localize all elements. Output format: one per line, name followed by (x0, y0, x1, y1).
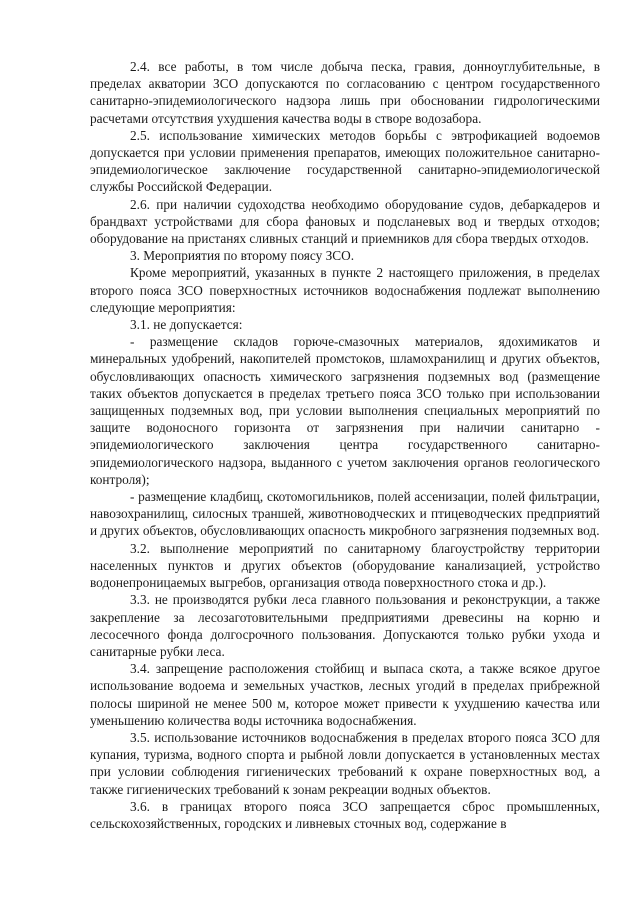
list-item-microbial: - размещение кладбищ, скотомогильников, полей ассенизации, полей фильтрации, навозохранилищ, силосных траншей, животноводческих и птицеводческих предприятий и других объектов, обусловливающих опасность микробного загрязнения подземных вод. (90, 489, 600, 539)
paragraph-2-5: 2.5. использование химических методов борьбы с эвтрофикацией водоемов допускается при условии применения препаратов, имеющих положительное санитарно-эпидемиологическое заключение государственной санитарно-эпидемиологической службы Российской Федерации. (90, 127, 600, 195)
paragraph-3-2: 3.2. выполнение мероприятий по санитарному благоустройству территории населенных пунктов и других объектов (оборудование канализацией, устройство водонепроницаемых выгребов, организация отвода поверхностного стока и др.). (90, 540, 600, 591)
paragraph-2-6: 2.6. при наличии судоходства необходимо оборудование судов, дебаркадеров и брандвахт устройствами для сбора фановых и подсланевых вод и твердых отходов; оборудование на пристанях сливных станций и приемников для сбора твердых отходов. (90, 196, 600, 247)
paragraph-3-4: 3.4. запрещение расположения стойбищ и выпаса скота, а также всякое другое использование водоема и земельных участков, лесных угодий в пределах прибрежной полосы шириной не менее 500 м, которое может привести к ухудшению качества или уменьшению количества воды источника водоснабжения. (90, 661, 600, 728)
paragraph-3-5: 3.5. использование источников водоснабжения в пределах второго пояса ЗСО для купания, туризма, водного спорта и рыбной ловли допускается в установленных местах при условии соблюдения гигиенических требований к охране поверхностных вод, а также гигиенических требований к зонам рекреации водных объектов. (90, 729, 600, 797)
paragraph-2-4: 2.4. все работы, в том числе добыча песка, гравия, донноуглубительные, в пределах акватории ЗСО допускаются по согласованию с центром государственного санитарно-эпидемиологического надзора лишь при обосновании гидрологическими расчетами отсутствия ухудшения качества воды в створе водозабора. (90, 59, 600, 126)
list-item-chemical: - размещение складов горюче-смазочных материалов, ядохимикатов и минеральных удобрений, накопителей промстоков, шламохранилищ и других объектов, обусловливающих опасность химического загрязнения подземных вод (размещение таких объектов допускается в пределах третьего пояса ЗСО только при использовании защищенных подземных вод, при условии выполнения специальных мероприятий по защите водоносного горизонта от загрязнения при наличии санитарно - эпидемиологического заключения центра государственного санитарно-эпидемиологического надзора, выданного с учетом заключения органов геологического контроля); (90, 334, 600, 487)
section-heading-3: 3. Мероприятия по второму поясу ЗСО. (130, 248, 355, 264)
paragraph-3-1: 3.1. не допускается: (130, 317, 243, 333)
paragraph-3-3: 3.3. не производятся рубки леса главного пользования и реконструкции, а также закрепление за лесозаготовительными предприятиями древесины на корню и лесосечного фонда долгосрочного пользования. Допускаются только рубки ухода и санитарные рубки леса. (90, 592, 600, 659)
paragraph-3-6: 3.6. в границах второго пояса ЗСО запрещается сброс промышленных, сельскохозяйственных, городских и ливневых сточных вод, содержание в (90, 798, 600, 831)
paragraph-intro: Кроме мероприятий, указанных в пункте 2 настоящего приложения, в пределах второго пояса ЗСО поверхностных источников водоснабжения подлежат выполнению следующие мероприятия: (90, 265, 600, 315)
document-body (90, 58, 600, 832)
